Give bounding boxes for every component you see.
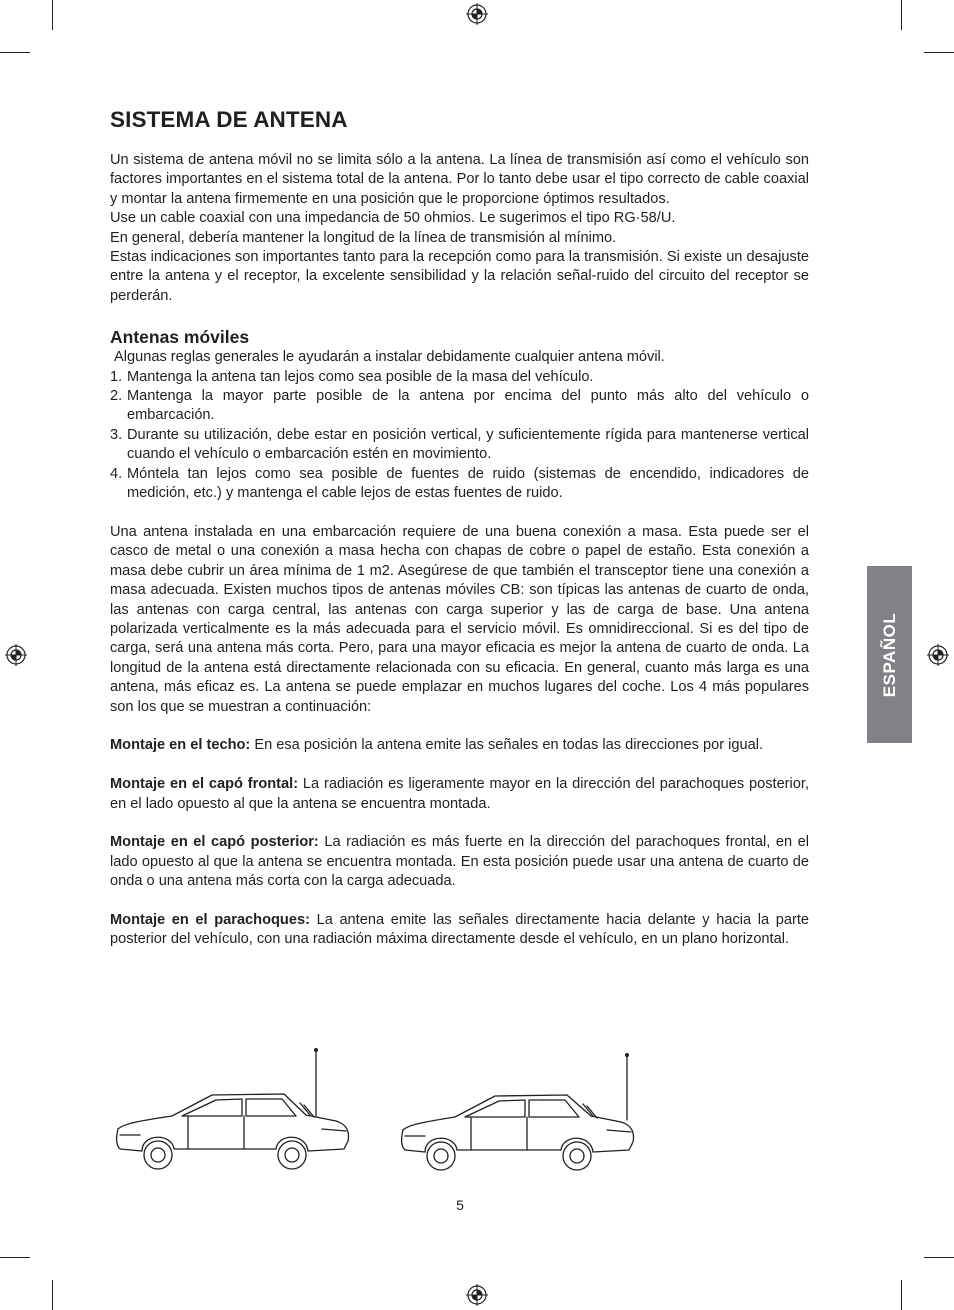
crop-mark — [901, 1280, 902, 1310]
mount-bumper-paragraph — [110, 911, 809, 950]
section-title: Antenas móviles — [110, 327, 250, 348]
list-text: Mantenga la antena tan lejos como sea posible de la masa del vehículo. — [127, 368, 594, 385]
list-item — [110, 426, 809, 465]
mount-text: La radiación es más fuerte en la dirección del parachoques frontal, en el lado opuesto al que la antena se encuentra montada. En esta posición puede usar una antena de cuarto de onda o una antena más corta con la carga adecuada. — [110, 834, 809, 890]
crop-mark — [52, 1280, 53, 1310]
registration-mark-icon — [466, 3, 488, 25]
spacer — [110, 756, 809, 775]
mount-text: La antena emite las señales directamente hacia delante y hacia la parte posterior del vehículo, con una radiación máxima directamente desde el vehículo, en un plano horizontal. — [110, 911, 809, 948]
page-number: 5 — [456, 1197, 464, 1213]
list-number: 3. — [110, 426, 123, 443]
rules-list — [110, 368, 809, 504]
list-item — [110, 368, 809, 387]
crop-mark — [924, 1257, 954, 1258]
list-text: Durante su utilización, debe estar en posición vertical, y suficientemente rígida para mantenerse vertical cuando el vehículo o embarcación estén en movimiento. — [127, 426, 809, 463]
mount-text: La radiación es ligeramente mayor en la dirección del parachoques posterior, en el lado opuesto al que la antena se encuentra montada. — [110, 776, 810, 812]
spacer — [110, 717, 809, 736]
registration-mark-icon — [5, 644, 27, 666]
list-item — [110, 465, 809, 504]
spacer — [110, 504, 809, 523]
page-title: SISTEMA DE ANTENA — [110, 107, 348, 132]
boat-paragraph: Una antena instalada en una embarcación requiere de una buena conexión a masa. Esta puede ser el casco de metal o una conexión a masa hecha con chapas de cobre o papel de estaño. Esta conexión a masa debe cubrir un área mínima de 1 m2. Asegúrese de que también el transceptor tiene una conexión a masa adecuada. Existen muchos tipos de antenas móviles CB: son típicas las antenas de cuarto de onda, las antenas con carga central, las antenas con carga superior y las de carga de base. Una antena polarizada verticalmente es la más adecuada para el servicio móvil. Es omnidireccional. Si es del tipo de carga, será una antena más corta. Pero, para una mayor eficacia es mejor la antena de cuarto de onda. La longitud de la antena está directamente relacionada con su eficacia. En general, cuanto más larga es una antena, más eficaz es. La antena se puede emplazar en muchos lugares del coche. Los 4 más populares son los que se muestran a continuación: — [110, 523, 809, 715]
intro-paragraph: Un sistema de antena móvil no se limita sólo a la antena. La línea de transmisión así como el vehículo son factores importantes en el sistema total de la antena. Por lo tanto debe usar el tipo correcto de cable coaxial y montar la antena firmemente en una posición que le proporcione óptimos resultados. — [110, 152, 809, 207]
intro-paragraph: Use un cable coaxial con una impedancia de 50 ohmios. Le sugerimos el tipo RG·58/U. — [110, 210, 676, 227]
mount-roof-paragraph — [110, 736, 809, 755]
crop-mark — [901, 0, 902, 30]
car-illustration-rear-hood-mount — [395, 1050, 640, 1175]
mount-label: Montaje en el techo: — [110, 737, 251, 754]
mount-rear-hood-paragraph — [110, 833, 809, 891]
list-number: 4. — [110, 465, 123, 482]
list-number: 2. — [110, 388, 123, 405]
crop-mark — [0, 52, 30, 53]
spacer — [110, 892, 809, 911]
crop-mark — [924, 52, 954, 53]
language-tab-label: ESPAÑOL — [879, 612, 899, 697]
registration-mark-icon — [927, 644, 949, 666]
intro-section — [110, 151, 809, 306]
mount-text: En esa posición la antena emite las señales en todas las direcciones por igual. — [250, 737, 763, 754]
crop-mark — [0, 1257, 30, 1258]
mount-label: Montaje en el parachoques: — [110, 911, 310, 928]
intro-paragraph: En general, debería mantener la longitud de la línea de transmisión al mínimo. — [110, 229, 617, 246]
list-text: Móntela tan lejos como sea posible de fuentes de ruido (sistemas de encendido, indicadores de medición, etc.) y mantenga el cable lejos de estas fuentes de ruido. — [127, 465, 809, 502]
spacer — [110, 814, 809, 833]
section-intro: Algunas reglas generales le ayudarán a instalar debidamente cualquier antena móvil. — [114, 349, 665, 366]
mount-label: Montaje en el capó posterior: — [110, 834, 319, 851]
mount-label: Montaje en el capó frontal: — [110, 776, 299, 793]
car-illustration-bumper-mount — [110, 1045, 355, 1175]
crop-mark — [52, 0, 53, 30]
list-text: Mantenga la mayor parte posible de la antena por encima del punto más alto del vehículo o embarcación. — [127, 388, 809, 424]
registration-mark-icon — [466, 1284, 488, 1306]
language-tab — [867, 566, 912, 743]
page-content — [110, 105, 809, 950]
list-number: 1. — [110, 368, 123, 385]
intro-paragraph: Estas indicaciones son importantes tanto para la recepción como para la transmisión. Si existe un desajuste entre la antena y el receptor, la excelente sensibilidad y la relación señal-ruido del circuito del receptor se perderán. — [110, 249, 809, 304]
list-item — [110, 387, 809, 426]
mount-front-hood-paragraph — [110, 775, 809, 814]
